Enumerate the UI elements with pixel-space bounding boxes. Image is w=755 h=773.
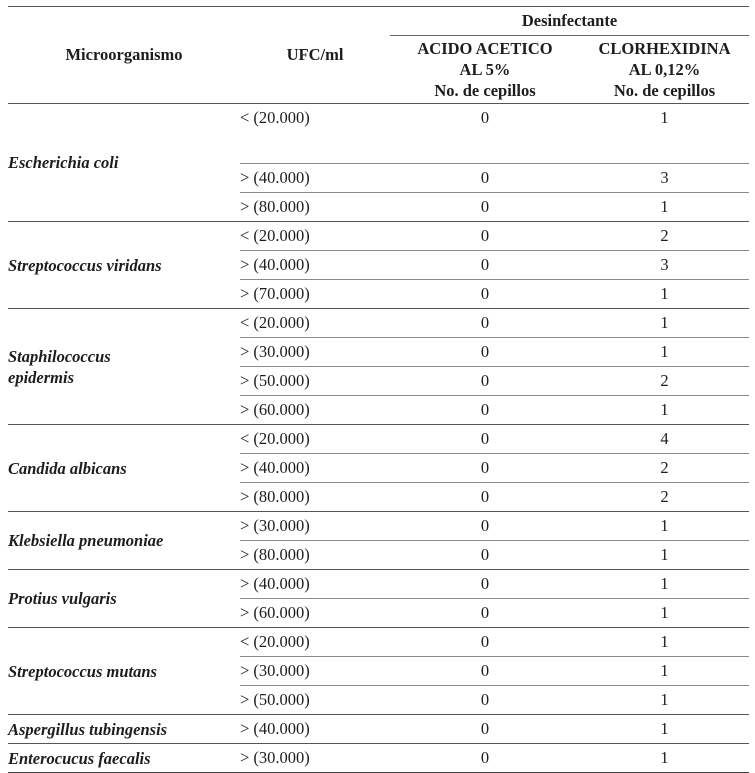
clor-value: 1 — [580, 104, 749, 164]
organism-line1: Staphilococcus — [8, 346, 111, 366]
header-acido-line2: AL 5% — [459, 60, 511, 80]
acido-value: 0 — [390, 512, 580, 541]
ufc-cell: > (30.000) — [240, 512, 390, 541]
acido-value: 0 — [390, 599, 580, 628]
acido-value: 0 — [390, 309, 580, 338]
acido-value: 0 — [390, 193, 580, 222]
ufc-cell: > (40.000) — [240, 570, 390, 599]
acido-value: 0 — [390, 425, 580, 454]
acido-value: 0 — [390, 396, 580, 425]
table-row — [8, 570, 749, 599]
table-row — [8, 104, 749, 164]
ufc-cell: > (50.000) — [240, 367, 390, 396]
clor-value: 2 — [580, 367, 749, 396]
organism-cell: Escherichia coli — [8, 104, 240, 222]
organism-cell: Streptococcus viridans — [8, 222, 240, 309]
acido-value: 0 — [390, 164, 580, 193]
clor-value: 1 — [580, 338, 749, 367]
clor-value: 1 — [580, 628, 749, 657]
ufc-cell: > (80.000) — [240, 483, 390, 512]
acido-value: 0 — [390, 715, 580, 744]
table-row — [8, 309, 749, 338]
clor-value: 2 — [580, 483, 749, 512]
clor-value: 2 — [580, 222, 749, 251]
header-clor-line3: No. de cepillos — [613, 81, 716, 101]
ufc-cell: > (50.000) — [240, 686, 390, 715]
ufc-cell: > (80.000) — [240, 193, 390, 222]
ufc-cell: > (40.000) — [240, 454, 390, 483]
acido-value: 0 — [390, 657, 580, 686]
header-clorhexidina — [580, 36, 749, 104]
ufc-cell: < (20.000) — [240, 104, 390, 164]
acido-value: 0 — [390, 338, 580, 367]
acido-value: 0 — [390, 744, 580, 773]
ufc-cell: > (70.000) — [240, 280, 390, 309]
acido-value: 0 — [390, 628, 580, 657]
acido-value: 0 — [390, 280, 580, 309]
header-clor-line1: CLORHEXIDINA — [598, 39, 731, 59]
clor-value: 1 — [580, 744, 749, 773]
ufc-cell: > (60.000) — [240, 396, 390, 425]
organism-cell: Klebsiella pneumoniae — [8, 512, 240, 570]
ufc-cell: > (30.000) — [240, 338, 390, 367]
header-acido-line3: No. de cepillos — [434, 81, 536, 101]
clor-value: 1 — [580, 715, 749, 744]
clor-value: 1 — [580, 686, 749, 715]
table-row — [8, 512, 749, 541]
header-ufc: UFC/ml — [240, 7, 390, 104]
clor-value: 3 — [580, 164, 749, 193]
ufc-cell: > (30.000) — [240, 657, 390, 686]
acido-value: 0 — [390, 222, 580, 251]
acido-value: 0 — [390, 570, 580, 599]
header-acido-line1: ACIDO ACETICO — [417, 39, 553, 59]
organism-cell: Protius vulgaris — [8, 570, 240, 628]
clor-value: 1 — [580, 512, 749, 541]
clor-value: 2 — [580, 454, 749, 483]
ufc-cell: > (40.000) — [240, 164, 390, 193]
clor-value: 1 — [580, 280, 749, 309]
organism-cell: Enterocucus faecalis — [8, 744, 240, 773]
header-clor-line2: AL 0,12% — [628, 60, 701, 80]
header-acido-acetico — [390, 36, 580, 104]
ufc-cell: < (20.000) — [240, 425, 390, 454]
table-row — [8, 222, 749, 251]
table-row — [8, 744, 749, 773]
acido-value: 0 — [390, 541, 580, 570]
organism-cell: Candida albicans — [8, 425, 240, 512]
ufc-cell: < (20.000) — [240, 628, 390, 657]
acido-value: 0 — [390, 454, 580, 483]
table-body — [8, 104, 749, 773]
clor-value: 1 — [580, 599, 749, 628]
table-container — [8, 6, 749, 773]
clor-value: 4 — [580, 425, 749, 454]
header-microorganismo: Microorganismo — [8, 7, 240, 104]
clor-value: 3 — [580, 251, 749, 280]
organism-cell: Aspergillus tubingensis — [8, 715, 240, 744]
organism-line2: epidermis — [8, 367, 74, 387]
organism-cell: Streptococcus mutans — [8, 628, 240, 715]
clor-value: 1 — [580, 541, 749, 570]
clor-value: 1 — [580, 396, 749, 425]
header-desinfectante: Desinfectante — [390, 7, 749, 36]
ufc-cell: > (60.000) — [240, 599, 390, 628]
ufc-cell: > (30.000) — [240, 744, 390, 773]
ufc-cell: < (20.000) — [240, 222, 390, 251]
acido-value: 0 — [390, 686, 580, 715]
clor-value: 1 — [580, 309, 749, 338]
ufc-cell: > (40.000) — [240, 715, 390, 744]
table-header — [8, 7, 749, 104]
acido-value: 0 — [390, 251, 580, 280]
results-table — [8, 6, 749, 773]
table-row — [8, 715, 749, 744]
acido-value: 0 — [390, 483, 580, 512]
table-row — [8, 628, 749, 657]
organism-cell — [8, 309, 240, 425]
clor-value: 1 — [580, 193, 749, 222]
acido-value: 0 — [390, 104, 580, 164]
ufc-cell: > (80.000) — [240, 541, 390, 570]
ufc-cell: < (20.000) — [240, 309, 390, 338]
clor-value: 1 — [580, 657, 749, 686]
table-row — [8, 425, 749, 454]
ufc-cell: > (40.000) — [240, 251, 390, 280]
clor-value: 1 — [580, 570, 749, 599]
acido-value: 0 — [390, 367, 580, 396]
